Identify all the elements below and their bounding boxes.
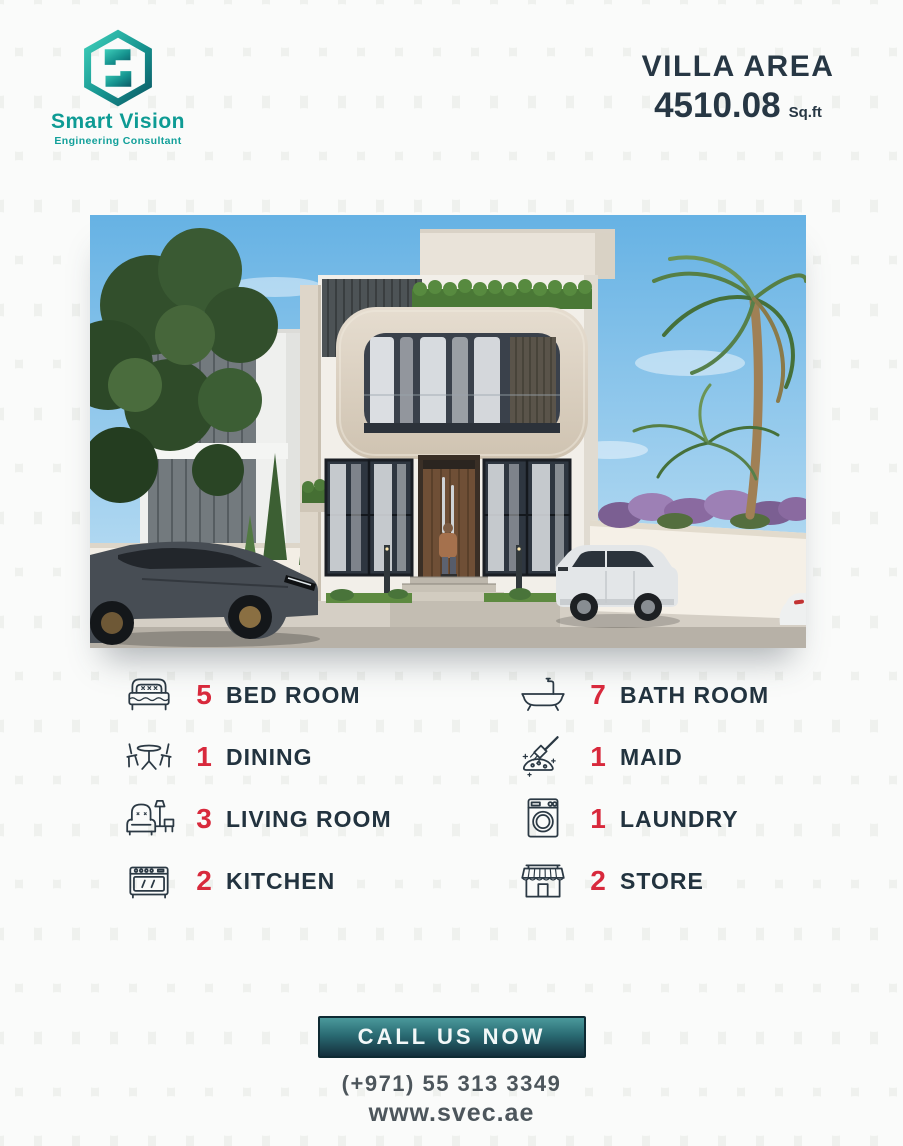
feature-bath-room: [510, 664, 828, 726]
armchair-lamp-icon: [116, 792, 182, 846]
feature-laundry: [510, 788, 828, 850]
call-us-now-button[interactable]: CALL US NOW: [318, 1016, 586, 1058]
feature-count: 2: [196, 865, 212, 896]
bed-icon: [116, 668, 182, 722]
bollard-light: [516, 545, 522, 595]
feature-count: 1: [196, 741, 212, 772]
feature-kitchen: [116, 850, 510, 912]
bollard-light: [384, 545, 390, 595]
dining-table-icon: [116, 730, 182, 784]
feature-count: 5: [196, 679, 212, 710]
feature-store: [510, 850, 828, 912]
features-grid: [116, 664, 828, 912]
brand-name: Smart Vision: [51, 110, 185, 133]
feature-label: LIVING ROOM: [226, 805, 392, 832]
feature-label: LAUNDRY: [620, 805, 739, 832]
brand-logo-block: [38, 28, 198, 147]
feature-label: KITCHEN: [226, 867, 336, 894]
feature-count: 3: [196, 803, 212, 834]
feature-label: BED ROOM: [226, 681, 361, 708]
feature-count: 7: [590, 679, 606, 710]
entrance-door: [418, 455, 480, 577]
bathtub-icon: [510, 668, 576, 722]
stove-icon: [116, 854, 182, 908]
brand-tagline: Engineering Consultant: [54, 135, 182, 147]
feature-maid: [510, 726, 828, 788]
feature-count: 1: [590, 741, 606, 772]
feature-count: 2: [590, 865, 606, 896]
washing-machine-icon: [510, 792, 576, 846]
feature-count: 1: [590, 803, 606, 834]
villa-area-label: VILLA AREA: [641, 50, 835, 83]
cleaning-brush-icon: [510, 730, 576, 784]
villa-area-block: [624, 50, 852, 126]
feature-living-room: [116, 788, 510, 850]
smart-vision-logo-icon: [79, 28, 157, 108]
villa-area-value: 4510.08: [654, 86, 781, 125]
feature-label: BATH ROOM: [620, 681, 770, 708]
villa-area-unit: Sq.ft: [788, 104, 822, 121]
storefront-icon: [510, 854, 576, 908]
feature-label: MAID: [620, 743, 683, 770]
feature-label: STORE: [620, 867, 704, 894]
feature-dining: [116, 726, 510, 788]
feature-label: DINING: [226, 743, 313, 770]
villa-photo: [90, 215, 806, 648]
phone-number: (+971) 55 313 3349: [341, 1071, 562, 1096]
feature-bed-room: [116, 664, 510, 726]
website-url: www.svec.ae: [368, 1099, 535, 1127]
